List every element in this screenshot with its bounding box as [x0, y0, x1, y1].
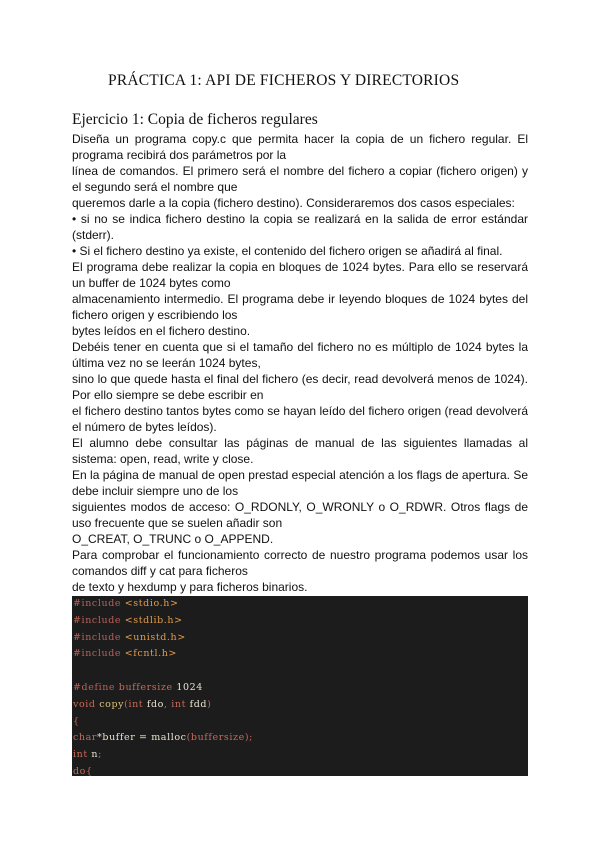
document-title: PRÁCTICA 1: API DE FICHEROS Y DIRECTORIOS — [108, 72, 460, 89]
paragraph: línea de comandos. El primero será el nombre del fichero a copiar (fichero origen) y el segundo será el nombre que — [72, 164, 528, 194]
paragraph: el fichero destino tantos bytes como se hayan leído del fichero origen (read devolverá el número de bytes leídos). — [72, 404, 528, 434]
code-token: { — [86, 765, 93, 776]
paragraph: Para comprobar el funcionamiento correcto de nuestro programa podemos usar los comandos diff y cat para ficheros — [72, 548, 528, 578]
code-token: { — [73, 715, 80, 727]
body-text — [72, 131, 528, 595]
code-token: buffersize — [118, 681, 177, 693]
code-token: #include — [73, 598, 125, 609]
code-token: <stdlib.h> — [124, 614, 183, 626]
code-token: ) — [207, 698, 212, 710]
code-token: ; — [98, 749, 102, 761]
paragraph: sino lo que quede hasta el final del fichero (es decir, read devolverá menos de 1024). Por ello siempre se debe escribir en — [72, 372, 528, 402]
code-line — [72, 747, 528, 764]
code-token: <unistd.h> — [124, 631, 186, 643]
paragraph: O_CREAT, O_TRUNC o O_APPEND. — [72, 532, 274, 546]
paragraph: Debéis tener en cuenta que si el tamaño del fichero no es múltiplo de 1024 bytes la última vez no se leerán 1024 bytes, — [72, 340, 528, 370]
code-token: do — [73, 765, 87, 776]
code-token: #include — [73, 648, 125, 660]
section-heading: Ejercicio 1: Copia de ficheros regulares — [72, 111, 318, 128]
code-token: 1024 — [176, 681, 203, 693]
code-token: , — [163, 698, 172, 710]
code-token: malloc — [151, 732, 187, 744]
code-token: <stdio.h> — [124, 598, 179, 609]
code-line — [72, 630, 528, 647]
code-token: *buffer — [97, 732, 140, 744]
code-line — [72, 714, 528, 731]
code-line — [72, 730, 528, 747]
code-token: fdo — [146, 698, 164, 710]
code-token: int — [73, 749, 92, 761]
code-token: char — [73, 732, 98, 744]
code-token: int — [128, 698, 147, 710]
paragraph: almacenamiento intermedio. El programa debe ir leyendo bloques de 1024 bytes del fichero origen y escribiendo los — [72, 292, 528, 322]
code-token: buffersize — [190, 732, 245, 744]
paragraph: El programa debe realizar la copia en bloques de 1024 bytes. Para ello se reservará un buffer de 1024 bytes como — [72, 260, 528, 290]
code-token: #define — [73, 681, 119, 693]
paragraph: En la página de manual de open prestad especial atención a los flags de apertura. Se debe incluir siempre uno de los — [72, 468, 528, 498]
paragraph: de texto y hexdump y para ficheros binarios. — [72, 580, 308, 594]
code-line — [72, 680, 528, 697]
code-line — [72, 764, 528, 776]
code-line — [72, 596, 528, 613]
code-token: <fcntl.h> — [124, 648, 177, 660]
paragraph: queremos darle a la copia (fichero destino). Consideraremos dos casos especiales: — [72, 196, 515, 210]
code-token: #include — [73, 614, 125, 626]
code-token: copy — [99, 698, 125, 710]
code-token: n — [91, 749, 99, 761]
code-token: int — [171, 698, 190, 710]
code-token: = — [139, 732, 152, 744]
code-token: ( — [186, 732, 191, 744]
paragraph: siguientes modos de acceso: O_RDONLY, O_WRONLY o O_RDWR. Otros flags de uso frecuente que se suelen añadir son — [72, 500, 528, 530]
code-token: ( — [124, 698, 129, 710]
code-line — [72, 613, 528, 630]
paragraph: • Si el fichero destino ya existe, el contenido del fichero origen se añadirá al final. — [72, 244, 503, 258]
code-line — [72, 697, 528, 714]
paragraph: Diseña un programa copy.c que permita hacer la copia de un fichero regular. El programa recibirá dos parámetros por la — [72, 132, 528, 162]
code-block — [72, 596, 528, 776]
paragraph: El alumno debe consultar las páginas de manual de las siguientes llamadas al sistema: open, read, write y close. — [72, 436, 528, 466]
paragraph: bytes leídos en el fichero destino. — [72, 324, 251, 338]
code-line — [72, 663, 528, 680]
code-token: ); — [244, 732, 253, 744]
code-token: fdd — [189, 698, 208, 710]
paragraph: • si no se indica fichero destino la copia se realizará en la salida de error estándar (stderr). — [72, 212, 528, 242]
code-token: void — [73, 698, 100, 710]
code-token: #include — [73, 631, 125, 643]
code-line — [72, 646, 528, 663]
